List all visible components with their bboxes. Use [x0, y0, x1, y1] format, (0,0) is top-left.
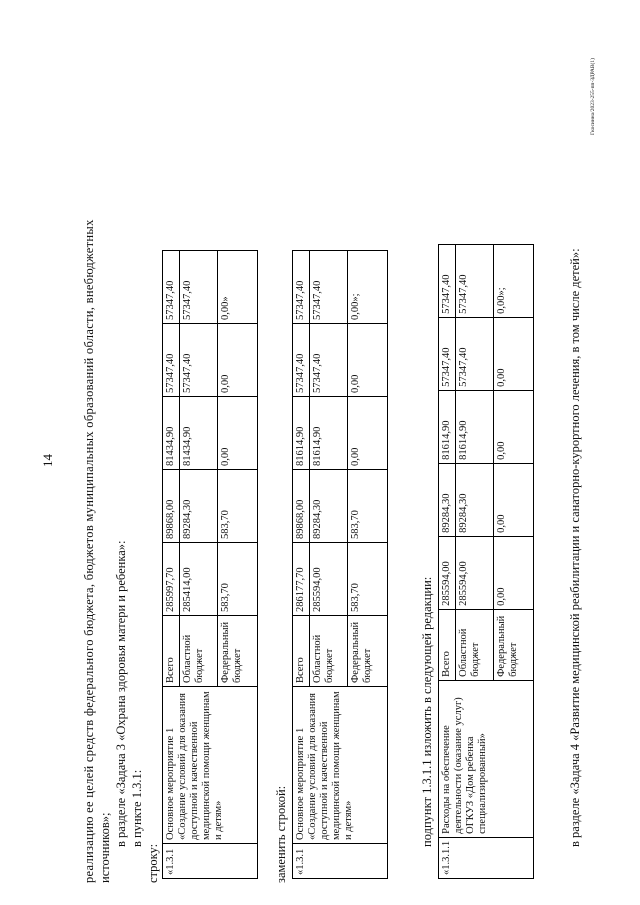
source-cell: Всего: [293, 616, 310, 687]
value-cell: 285594,00: [439, 536, 456, 609]
value-cell: 583,70: [218, 543, 258, 616]
intro-line-4: в пункте 1.3.1:: [130, 769, 144, 847]
value-cell: 57347,40: [163, 324, 180, 397]
value-cell: 0,00: [494, 390, 534, 463]
value-cell: 81614,90: [439, 390, 456, 463]
value-cell: 583,70: [348, 470, 388, 543]
value-cell: 57347,40: [310, 324, 348, 397]
value-cell: 57347,40: [439, 244, 456, 317]
value-cell: 0,00»;: [348, 251, 388, 324]
value-cell: 57347,40: [180, 251, 218, 324]
source-cell: Областной бюджет: [180, 616, 218, 687]
value-cell: 57347,40: [439, 317, 456, 390]
value-cell: 285594,00: [310, 543, 348, 616]
source-cell: Всего: [163, 616, 180, 687]
value-cell: 0,00: [348, 324, 388, 397]
intro-line-5: строку:: [146, 843, 160, 883]
value-cell: 57347,40: [163, 251, 180, 324]
table-1-3-1-1: [438, 244, 534, 879]
value-cell: 57347,40: [293, 324, 310, 397]
source-cell: Областной бюджет: [456, 609, 494, 680]
value-cell: 81614,90: [293, 397, 310, 470]
value-cell: 57347,40: [456, 317, 494, 390]
value-cell: 57347,40: [293, 251, 310, 324]
value-cell: 583,70: [218, 470, 258, 543]
page-number: 14: [40, 454, 55, 467]
intro-line-2: источников»;: [98, 812, 112, 883]
value-cell: 583,70: [348, 543, 388, 616]
source-cell: Федеральный бюджет: [348, 616, 388, 687]
value-cell: 89284,30: [310, 470, 348, 543]
value-cell: 89868,00: [293, 470, 310, 543]
value-cell: 0,00: [494, 536, 534, 609]
value-cell: 0,00: [218, 397, 258, 470]
source-cell: Всего: [439, 609, 456, 680]
value-cell: 285414,00: [180, 543, 218, 616]
source-cell: Областной бюджет: [310, 616, 348, 687]
footer-code: Гкосинна/2023-255-пп-ЗДРАВ(1): [590, 58, 596, 135]
replace-text: заменить строкой:: [274, 785, 288, 883]
source-cell: Федеральный бюджет: [218, 616, 258, 687]
table-old-1-3-1: [162, 250, 258, 879]
value-cell: 89868,00: [163, 470, 180, 543]
value-cell: 89284,30: [180, 470, 218, 543]
value-cell: 286177,70: [293, 543, 310, 616]
value-cell: 285594,00: [456, 536, 494, 609]
value-cell: 81434,90: [163, 397, 180, 470]
row-id: «1.3.1.1: [439, 837, 534, 878]
row-id: «1.3.1: [163, 844, 258, 879]
intro-line-3: в разделе «Задача 3 «Охрана здоровья матери и ребенка»:: [114, 540, 128, 847]
intro-line-1: реализацию ее целей средств федерального бюджета, бюджетов муниципальных образований области, внебюджетных: [82, 219, 96, 883]
value-cell: 0,00: [218, 324, 258, 397]
task4-text: в разделе «Задача 4 «Развитие медицинской реабилитации и санаторно-курортного лечения, в том числе детей»:: [568, 248, 582, 847]
value-cell: 57347,40: [310, 251, 348, 324]
subpoint-text: подпункт 1.3.1.1 изложить в следующей редакции:: [420, 576, 434, 847]
value-cell: 285997,70: [163, 543, 180, 616]
row-id: «1.3.1: [293, 844, 388, 879]
value-cell: 81614,90: [456, 390, 494, 463]
value-cell: 57347,40: [180, 324, 218, 397]
value-cell: 81434,90: [180, 397, 218, 470]
value-cell: 89284,30: [439, 463, 456, 536]
source-cell: Федеральный бюджет: [494, 609, 534, 680]
value-cell: 0,00: [348, 397, 388, 470]
value-cell: 89284,30: [456, 463, 494, 536]
value-cell: 81614,90: [310, 397, 348, 470]
table-new-1-3-1: [292, 250, 388, 879]
row-name: Основное мероприятие 1 «Создание условий для оказания доступной и качественной медицинской помощи женщинам и детям»: [163, 687, 258, 844]
value-cell: 0,00: [494, 463, 534, 536]
row-name: Основное мероприятие 1 «Создание условий для оказания доступной и качественной медицинской помощи женщинам и детям»: [293, 687, 388, 844]
value-cell: 0,00»: [218, 251, 258, 324]
value-cell: 0,00: [494, 317, 534, 390]
row-name: Расходы на обеспечение деятельности (оказание услуг) ОГКУЗ «Дом ребенка специализированный»: [439, 680, 534, 837]
value-cell: 0,00»;: [494, 244, 534, 317]
value-cell: 57347,40: [456, 244, 494, 317]
